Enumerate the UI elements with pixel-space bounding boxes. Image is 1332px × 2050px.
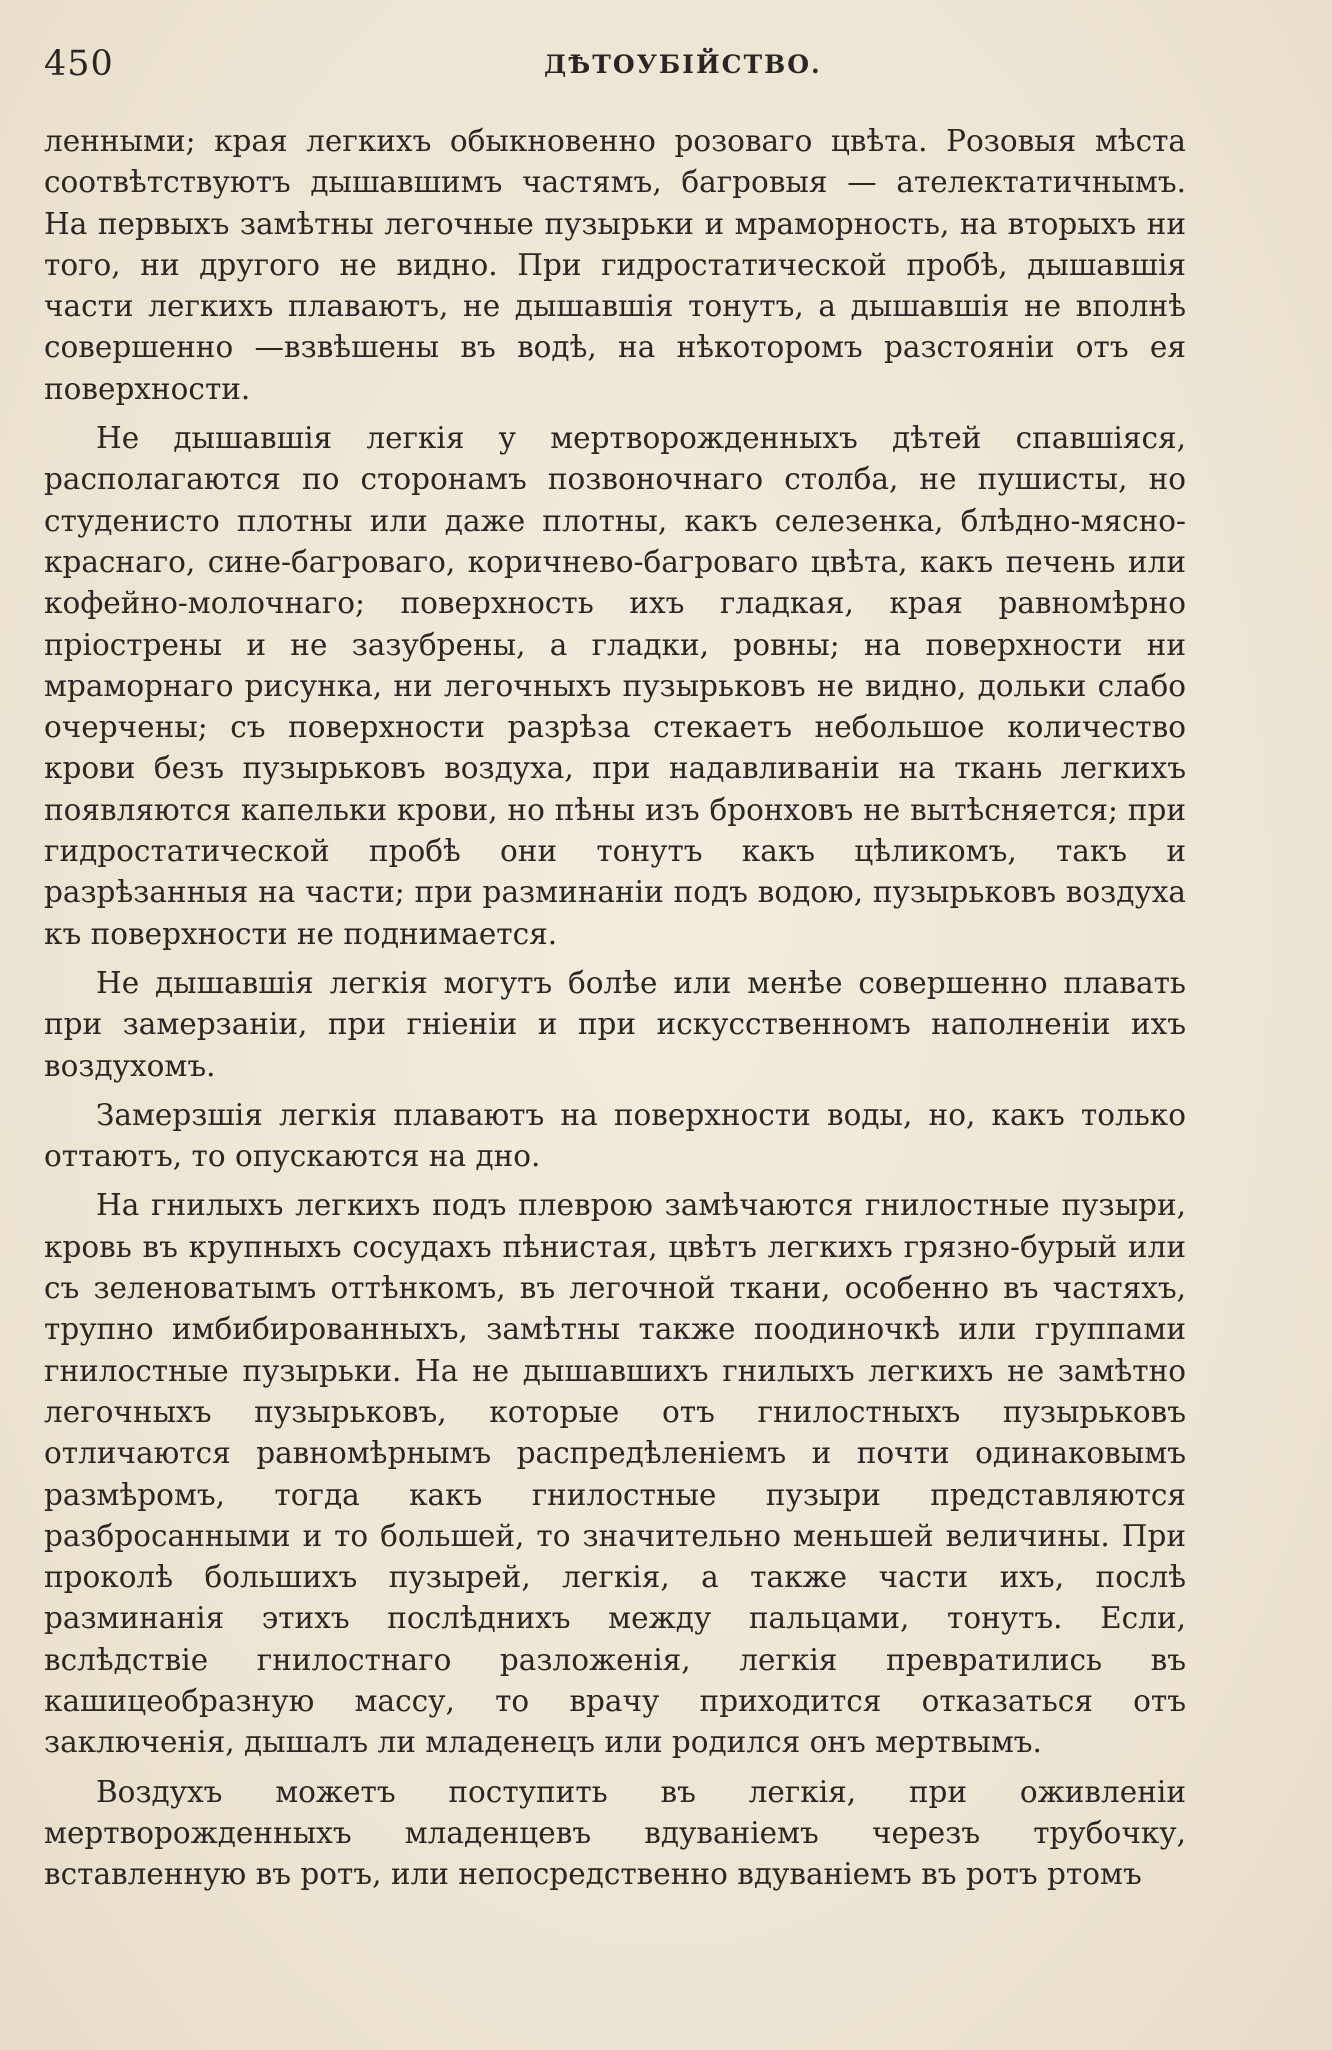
page-number: 450 — [44, 44, 114, 84]
paragraph: Замерзшія легкія плаваютъ на поверхности воды, но, какъ только оттаютъ, то опускаются на дно. — [44, 1097, 1186, 1174]
body-text — [44, 121, 1186, 1895]
running-title: ДѢТОУБІЙСТВО. — [544, 50, 822, 79]
paragraph: На гнилыхъ легкихъ подъ плеврою замѣчаются гнилостные пузыри, кровь въ крупныхъ сосудахъ пѣнистая, цвѣтъ легкихъ грязно-бурый или съ зеленоватымъ оттѣнкомъ, въ легочной ткани, особенно въ частяхъ, трупно имбибированныхъ, замѣтны также поодиночкѣ или группами гнилостные пузырьки. На не дышавшихъ гнилыхъ легкихъ не замѣтно легочныхъ пузырьковъ, которые отъ гнилостныхъ пузырьковъ отличаются равномѣрнымъ распредѣленіемъ и почти одинаковымъ размѣромъ, тогда какъ гнилостные пузыри представляются разбросанными и то большей, то значительно меньшей величины. При проколѣ большихъ пузырей, легкія, а также части ихъ, послѣ разминанія этихъ послѣднихъ между пальцами, тонутъ. Если, вслѣдствіе гнилостнаго разложенія, легкія превратились въ кашицеобразную массу, то врачу приходится отказаться отъ заключенія, дышалъ ли младенецъ или родился онъ мертвымъ. — [44, 1188, 1186, 1760]
paragraph: Воздухъ можетъ поступить въ легкія, при оживленіи мертворожденныхъ младенцевъ вдуваніемъ черезъ трубочку, вставленную въ ротъ, или непосредственно вдуваніемъ въ ротъ ртомъ — [44, 1774, 1186, 1892]
page-header — [44, 44, 1272, 84]
paragraph: Не дышавшія легкія могутъ болѣе или менѣе совершенно плавать при замерзаніи, при гніеніи и при искусственномъ наполненіи ихъ воздухомъ. — [44, 965, 1186, 1083]
paragraph-continuation: ленными; края легкихъ обыкновенно розоваго цвѣта. Розовыя мѣста соотвѣтствуютъ дышавшимъ частямъ, багровыя — ателектатичнымъ. На первыхъ замѣтны легочные пузырьки и мраморность, на вторыхъ ни того, ни другого не видно. При гидростатической пробѣ, дышавшія части легкихъ плаваютъ, не дышавшія тонутъ, а дышавшія не вполнѣ совершенно —взвѣшены въ водѣ, на нѣкоторомъ разстояніи отъ ея поверхности. — [44, 124, 1186, 406]
paragraph: Не дышавшія легкія у мертворожденныхъ дѣтей спавшіяся, располагаются по сторонамъ позвоночнаго столба, не пушисты, но студенисто плотны или даже плотны, какъ селезенка, блѣдно-мясно-краснаго, сине-багроваго, коричнево-багроваго цвѣта, какъ печень или кофейно-молочнаго; поверхность ихъ гладкая, края равномѣрно пріострены и не зазубрены, а гладки, ровны; на поверхности ни мраморнаго рисунка, ни легочныхъ пузырьковъ не видно, дольки слабо очерчены; съ поверхности разрѣза стекаетъ небольшое количество крови безъ пузырьковъ воздуха, при надавливаніи на ткань легкихъ появляются капельки крови, но пѣны изъ бронховъ не вытѣсняется; при гидростатической пробѣ они тонутъ какъ цѣликомъ, такъ и разрѣзанныя на части; при разминаніи подъ водою, пузырьковъ воздуха къ поверхности не поднимается. — [44, 421, 1186, 951]
